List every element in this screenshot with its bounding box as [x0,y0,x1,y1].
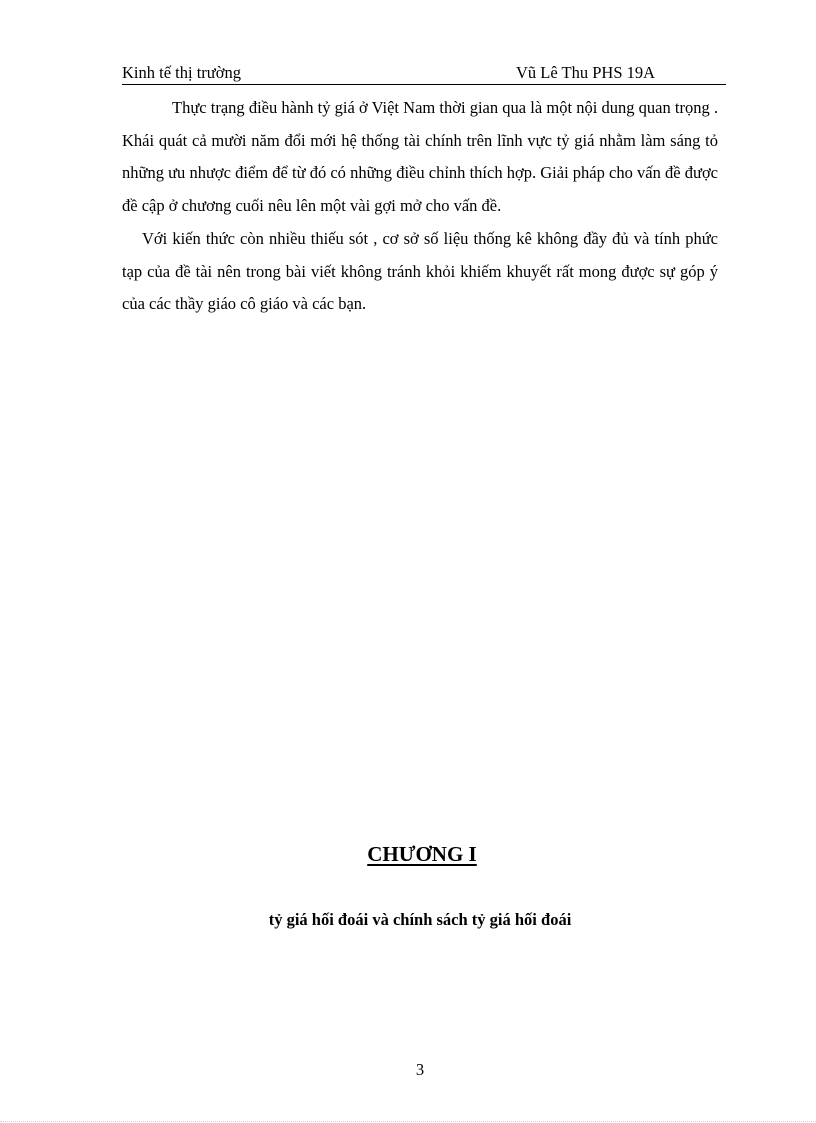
chapter-subtitle: tỷ giá hối đoái và chính sách tỷ giá hối đoái [268,910,572,929]
paragraph-1: Thực trạng điều hành tỷ giá ở Việt Nam thời gian qua là một nội dung quan trọng . Khái quát cả mười năm đổi mới hệ thống tài chính trên lĩnh vực tỷ giá nhằm làm sáng tỏ những ưu nhược điểm để từ đó có những điều chỉnh thích hợp. Giải pháp cho vấn đề được đề cập ở chương cuối nêu lên một vài gợi mở cho vấn đề. [122,98,718,216]
page-header [122,62,726,85]
page-number: 3 [415,1060,425,1079]
chapter-title: CHƯƠNG I [367,842,477,866]
body-text [122,92,718,321]
paragraph-2: Với kiến thức còn nhiều thiếu sót , cơ sở số liệu thống kê không đầy đủ và tính phức tạp của đề tài nên trong bài viết không tránh khỏi khiếm khuyết rất mong được sự góp ý của các thầy giáo cô giáo và các bạn. [122,228,718,314]
chapter-heading [0,842,816,867]
header-right-text: Vũ Lê Thu PHS 19A [516,63,656,82]
page-bottom-divider [0,1121,816,1122]
header-left-text: Kinh tế thị trường [122,63,241,82]
